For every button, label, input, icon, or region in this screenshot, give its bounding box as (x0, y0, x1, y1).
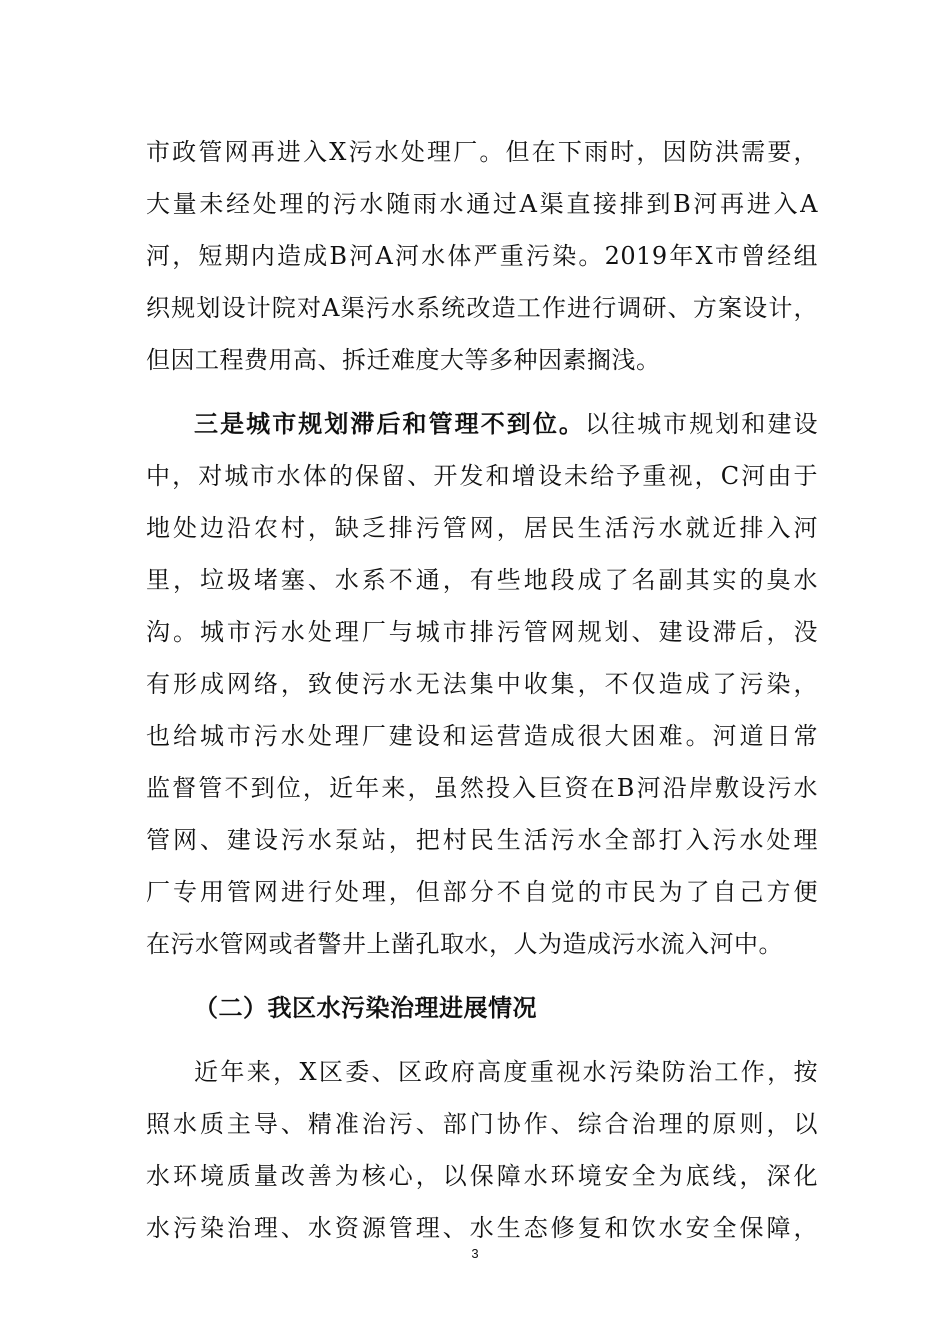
paragraph-line: 中，对城市水体的保留、开发和增设未给予重视，C河由于 (146, 462, 818, 490)
paragraph-line: 近年来，X区委、区政府高度重视水污染防治工作，按 (194, 1058, 818, 1086)
paragraph-line: 沟。城市污水处理厂与城市排污管网规划、建设滞后，没 (146, 618, 818, 646)
section-heading: （二）我区水污染治理进展情况 (194, 993, 537, 1022)
paragraph-line: 地处边沿农村，缺乏排污管网，居民生活污水就近排入河 (146, 514, 818, 542)
paragraph-line: 监督管不到位，近年来，虽然投入巨资在B河沿岸敷设污水 (146, 774, 818, 802)
paragraph-line: 大量未经处理的污水随雨水通过A渠直接排到B河再进入A (146, 190, 818, 218)
paragraph-line: 有形成网络，致使污水无法集中收集，不仅造成了污染， (146, 670, 818, 698)
paragraph-gap (146, 386, 818, 398)
paragraph-line: 织规划设计院对A渠污水系统改造工作进行调研、方案设计， (146, 294, 818, 322)
paragraph-line: 厂专用管网进行处理，但部分不自觉的市民为了自己方便 (146, 878, 818, 906)
paragraph-line: 水环境质量改善为核心，以保障水环境安全为底线，深化 (146, 1162, 818, 1190)
body-text (146, 126, 818, 1254)
paragraph-line: 在污水管网或者警井上凿孔取水，人为造成污水流入河中。 (146, 930, 783, 958)
bold-lead: 三是城市规划滞后和管理不到位。 (194, 409, 585, 438)
paragraph-line: 水污染治理、水资源管理、水生态修复和饮水安全保障， (146, 1214, 818, 1242)
paragraph-line: 管网、建设污水泵站，把村民生活污水全部打入污水处理 (146, 826, 818, 854)
paragraph-gap (146, 970, 818, 982)
paragraph-line: 市政管网再进入X污水处理厂。但在下雨时，因防洪需要， (146, 138, 818, 166)
paragraph-line: 也给城市污水处理厂建设和运营造成很大困难。河道日常 (146, 722, 818, 750)
page-number: 3 (471, 1246, 479, 1261)
paragraph-line: 河，短期内造成B河A河水体严重污染。2019年X市曾经组 (146, 242, 818, 270)
paragraph-gap (146, 1034, 818, 1046)
paragraph-line: 但因工程费用高、拆迁难度大等多种因素搁浅。 (146, 346, 661, 374)
paragraph-lead-line (146, 398, 818, 450)
lead-rest: 以往城市规划和建设 (584, 410, 819, 438)
paragraph-line: 照水质主导、精准治污、部门协作、综合治理的原则，以 (146, 1110, 818, 1138)
paragraph-line: 里，垃圾堵塞、水系不通，有些地段成了名副其实的臭水 (146, 566, 818, 594)
